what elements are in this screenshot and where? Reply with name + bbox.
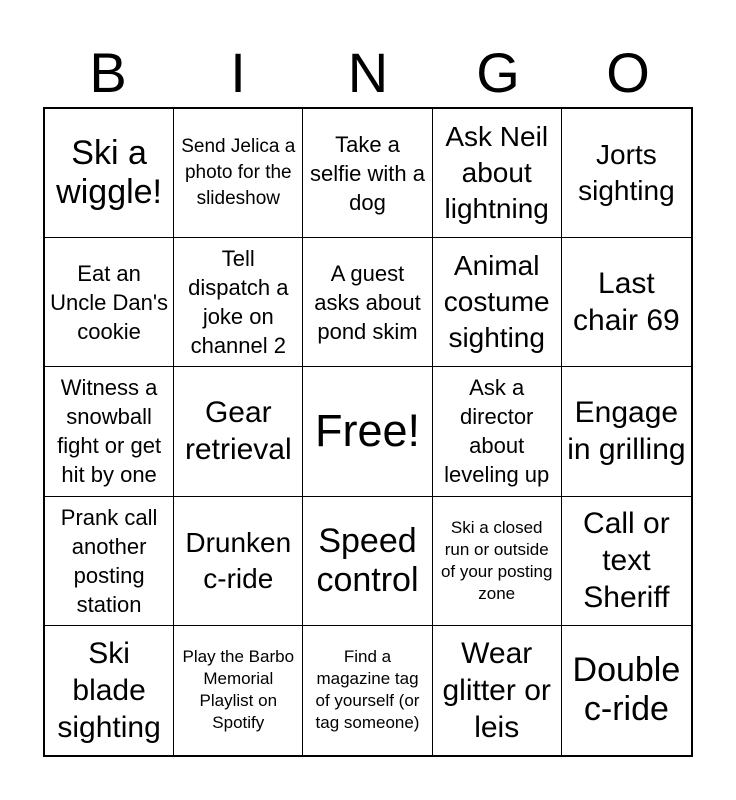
bingo-cell[interactable] [45,497,174,626]
bingo-cell[interactable] [174,497,303,626]
bingo-cell[interactable] [174,367,303,496]
bingo-cell[interactable] [303,626,432,755]
cell-text: Witness a snowball fight or get hit by one [57,375,162,488]
bingo-cell[interactable] [174,238,303,367]
free-space-cell[interactable] [303,367,432,496]
cell-text: Ask Neil about lightning [444,121,549,225]
bingo-cell[interactable] [433,109,562,238]
cell-text: Eat an Uncle Dan's cookie [50,260,169,344]
cell-text: Gear retrieval [184,396,292,467]
cell-text: Wear glitter or leis [442,636,551,744]
cell-text: Tell dispatch a joke on channel 2 [188,246,289,359]
bingo-cell[interactable] [433,367,562,496]
cell-text: Speed control [316,521,419,599]
bingo-cell[interactable] [562,626,691,755]
bingo-cell[interactable] [303,109,432,238]
header-letter-g: G [476,41,520,104]
cell-text: Send Jelica a photo for the slideshow [181,136,296,210]
bingo-cell[interactable] [45,109,174,238]
cell-text: Jorts sighting [578,139,675,207]
cell-text: Drunken c-ride [185,526,292,594]
bingo-cell[interactable] [433,238,562,367]
cell-text: Prank call another posting station [60,504,158,617]
header-letter-n: N [347,41,389,104]
bingo-cell[interactable] [174,109,303,238]
cell-text: Ski a closed run or outside of your posting zone [440,517,553,603]
cell-text: Ski blade sighting [57,636,161,744]
bingo-cell[interactable] [45,626,174,755]
cell-text: Last chair 69 [573,267,680,338]
header-letter-i: I [230,41,246,104]
bingo-cell[interactable] [562,497,691,626]
bingo-cell[interactable] [45,238,174,367]
bingo-board [43,107,693,757]
bingo-cell[interactable] [433,626,562,755]
bingo-cell[interactable] [562,109,691,238]
cell-text: Call or text Sheriff [583,507,670,615]
cell-text: Engage in grilling [567,396,686,467]
cell-text: Double c-ride [572,651,681,729]
cell-text: A guest asks about pond skim [314,260,421,344]
cell-text: Take a selfie with a dog [310,131,425,215]
bingo-cell[interactable] [433,497,562,626]
cell-text: Ask a director about leveling up [444,375,550,488]
bingo-cell[interactable] [303,497,432,626]
bingo-cell[interactable] [45,367,174,496]
cell-text: Free! [314,405,420,457]
header-letter-o: O [606,41,650,104]
cell-text: Animal costume sighting [443,250,550,354]
cell-text: Find a magazine tag of yourself (or tag someone) [315,647,420,733]
bingo-cell[interactable] [562,367,691,496]
header-letter-b: B [89,41,127,104]
bingo-cell[interactable] [174,626,303,755]
cell-text: Ski a wiggle! [56,134,163,212]
bingo-header [43,38,693,108]
bingo-cell[interactable] [562,238,691,367]
cell-text: Play the Barbo Memorial Playlist on Spotify [182,647,295,733]
bingo-cell[interactable] [303,238,432,367]
